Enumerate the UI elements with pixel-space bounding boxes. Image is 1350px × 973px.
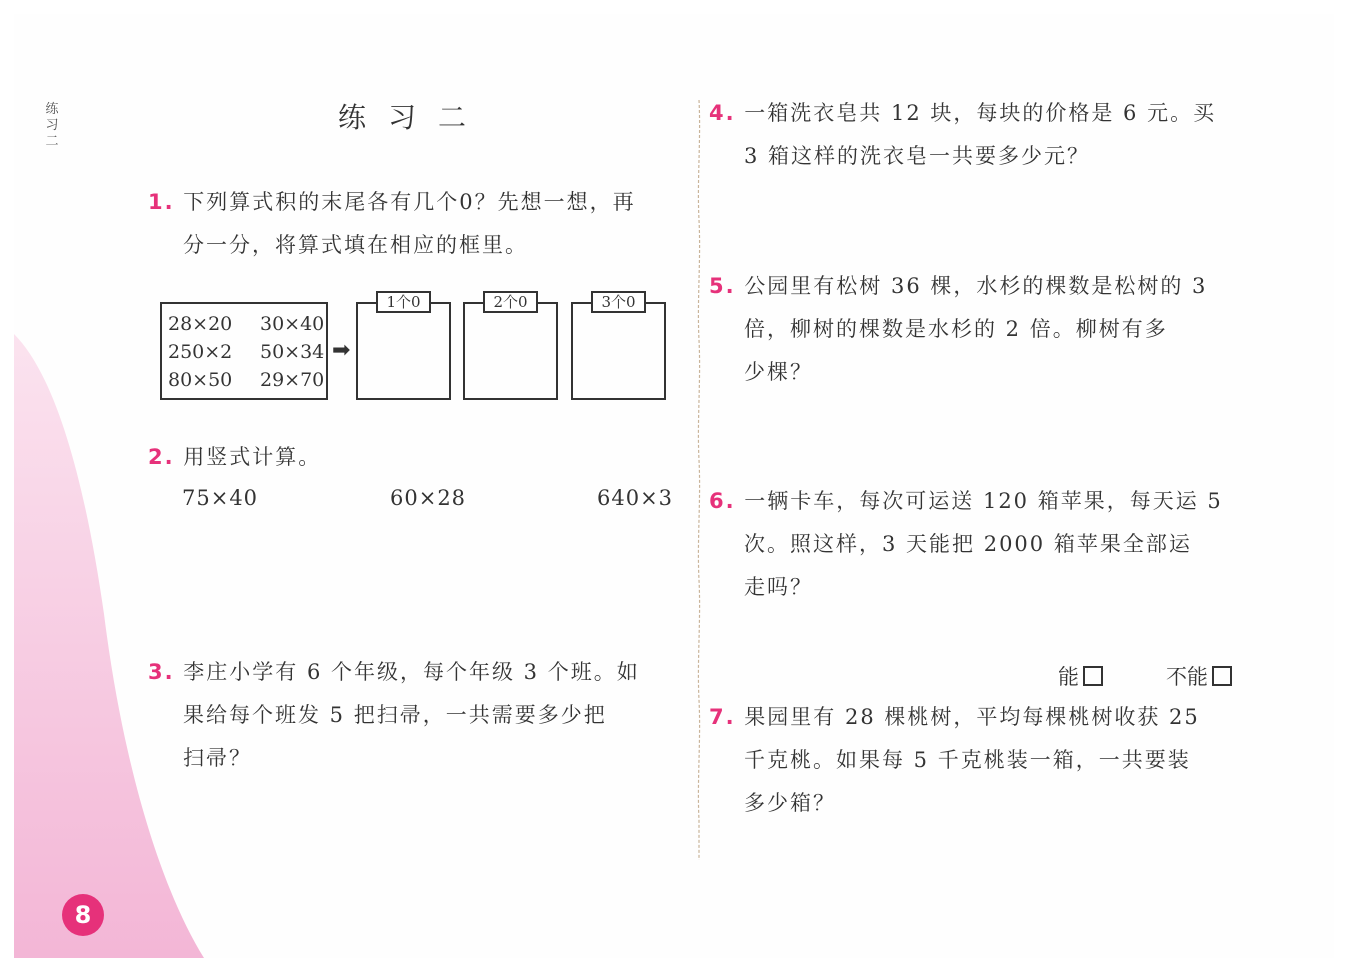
expression: 50×34 (260, 341, 325, 363)
question-6 (709, 480, 1223, 609)
expression: 28×20 (168, 313, 233, 335)
expression-box (160, 302, 328, 400)
option-no-label: 不能 (1166, 665, 1208, 689)
option-yes (1058, 661, 1103, 691)
option-yes-label: 能 (1058, 665, 1079, 689)
question-4-line-1: 一箱洗衣皂共 12 块，每块的价格是 6 元。买 (744, 101, 1217, 125)
question-1 (148, 181, 636, 267)
question-5-line-1: 公园里有松树 36 棵，水杉的棵数是松树的 3 (744, 274, 1208, 298)
question-2 (148, 436, 321, 479)
question-4 (709, 92, 1216, 178)
question-3 (148, 651, 640, 780)
question-3-line-1: 李庄小学有 6 个年级，每个年级 3 个班。如 (183, 660, 640, 684)
page-number-badge: 8 (62, 894, 104, 936)
question-7 (709, 696, 1200, 825)
question-4-number: 4. (709, 101, 736, 125)
expression: 30×40 (260, 313, 325, 335)
expression: 250×2 (168, 341, 233, 363)
question-5-number: 5. (709, 274, 736, 298)
question-3-line-2: 果给每个班发 5 把扫帚，一共需要多少把 (183, 703, 607, 727)
question-7-line-1: 果园里有 28 棵桃树，平均每棵桃树收获 25 (744, 705, 1200, 729)
question-3-number: 3. (148, 660, 175, 684)
option-no (1166, 661, 1232, 691)
right-arrow-icon: ➡ (332, 338, 351, 363)
question-1-line-2: 分一分，将算式填在相应的框里。 (183, 233, 528, 257)
expression: 80×50 (168, 369, 233, 391)
expression-row (168, 341, 325, 363)
expression-row (168, 369, 325, 391)
question-7-number: 7. (709, 705, 736, 729)
question-7-line-2: 千克桃。如果每 5 千克桃装一箱，一共要装 (744, 748, 1191, 772)
answer-bin-1-zero[interactable] (356, 302, 451, 400)
question-5-line-2: 倍，柳树的棵数是水杉的 2 倍。柳树有多 (744, 317, 1168, 341)
question-5-line-3: 少棵？ (744, 360, 813, 384)
question-6-line-2: 次。照这样，3 天能把 2000 箱苹果全部运 (744, 532, 1192, 556)
page-title: 练习二 (338, 101, 489, 134)
page-divider (697, 100, 701, 860)
question-1-line-1: 下列算式积的末尾各有几个0？先想一想，再 (183, 190, 636, 214)
question-6-line-1: 一辆卡车，每次可运送 120 箱苹果，每天运 5 (744, 489, 1223, 513)
question-7-line-3: 多少箱？ (744, 791, 836, 815)
side-label: 练习二 (45, 102, 59, 149)
option-yes-checkbox[interactable] (1083, 666, 1103, 686)
answer-bin-3-zero[interactable] (571, 302, 666, 400)
question-2-line-1: 用竖式计算。 (183, 445, 322, 469)
calculation: 60×28 (390, 486, 467, 510)
question-3-line-3: 扫帚？ (183, 746, 252, 770)
calculation: 640×3 (597, 486, 674, 510)
question-5 (709, 265, 1207, 394)
answer-bin-2-zero[interactable] (463, 302, 558, 400)
option-no-checkbox[interactable] (1212, 666, 1232, 686)
expression: 29×70 (260, 369, 325, 391)
question-2-number: 2. (148, 445, 175, 469)
question-6-number: 6. (709, 489, 736, 513)
expression-row (168, 313, 325, 335)
bin-label-1-zero: 1个0 (376, 291, 431, 313)
bin-label-3-zero: 3个0 (591, 291, 646, 313)
question-6-line-3: 走吗？ (744, 575, 813, 599)
question-4-line-2: 3 箱这样的洗衣皂一共要多少元？ (744, 144, 1091, 168)
bin-label-2-zero: 2个0 (483, 291, 538, 313)
question-1-number: 1. (148, 190, 175, 214)
calculation: 75×40 (182, 486, 259, 510)
